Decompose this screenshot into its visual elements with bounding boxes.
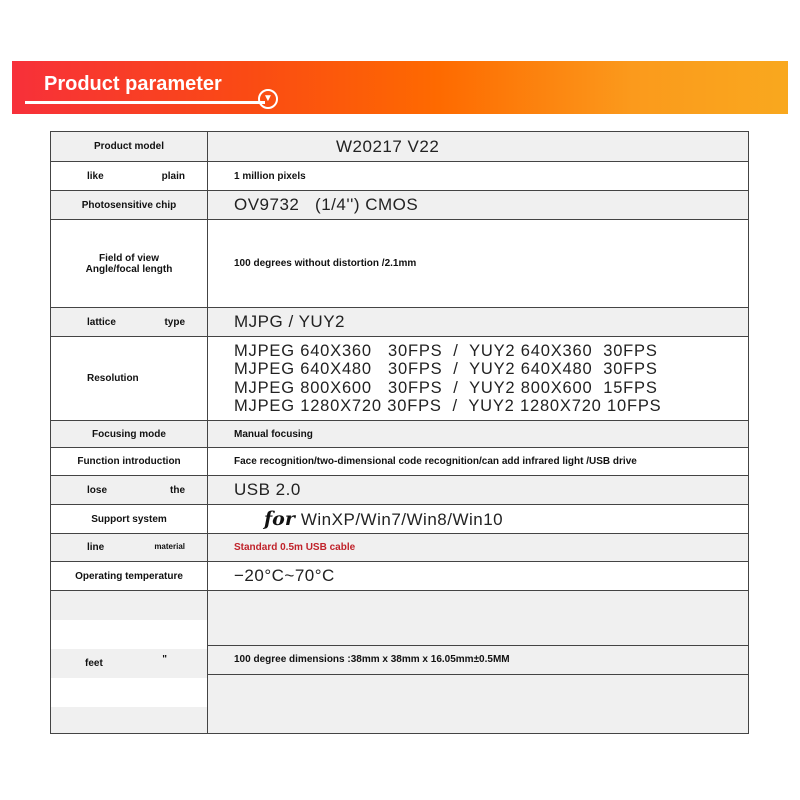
row-value [208,505,749,534]
row-value: USB 2.0 [208,476,749,505]
row-value: OV9732 (1/4'') CMOS [208,191,749,220]
row-value: Manual focusing [208,421,749,448]
table-row [51,191,749,220]
table-row [51,448,749,476]
table-row [51,562,749,591]
row-label: plain [161,170,185,182]
resolution-line: MJPEG 640X360 30FPS / YUY2 640X360 30FPS [234,341,658,360]
table-row [51,534,749,562]
os-list: WinXP/Win7/Win8/Win10 [300,510,504,529]
row-value: −20°C~70°C [208,562,749,591]
row-label: " [162,654,167,665]
row-label: the [170,484,185,496]
row-value: 100 degree dimensions :38mm x 38mm x 16.05mm±0.5MM [208,646,748,675]
header-banner [12,61,788,114]
row-label: Operating temperature [75,570,183,582]
section-title: Product parameter [44,73,222,95]
row-value: Standard 0.5m USB cable [208,534,749,562]
row-value: Face recognition/two-dimensional code recognition/can add infrared light /USB drive [208,448,749,476]
table-row [51,220,749,308]
resolution-line: MJPEG 1280X720 30FPS / YUY2 1280X720 10FPS [234,397,662,415]
table-row [51,505,749,534]
row-label: line [87,542,105,553]
title-underline [25,101,265,104]
parameter-table [50,131,749,734]
table-row [51,591,749,734]
table-row [51,476,749,505]
table-row [51,162,749,191]
row-label: lose [87,484,108,496]
table-row [51,337,749,421]
resolution-line: MJPEG 640X480 30FPS / YUY2 640X480 30FPS [234,360,658,378]
row-label: Angle/focal length [85,263,173,275]
row-value: W20217 V22 [208,132,749,162]
row-label: Support system [91,513,167,525]
row-label: Product model [93,141,164,152]
row-value [208,337,749,421]
resolution-line: MJPEG 800X600 30FPS / YUY2 800X600 15FPS [234,378,658,397]
row-value: 100 degrees without distortion /2.1mm [208,220,749,308]
row-value: MJPG / YUY2 [208,308,749,337]
row-label: Focusing mode [92,428,166,440]
row-label: Field of view [98,252,159,264]
row-label: lattice [87,316,116,328]
row-label: Photosensitive chip [81,199,177,211]
table-row [51,308,749,337]
row-value: 1 million pixels [208,162,749,191]
row-label: Function introduction [77,456,181,467]
chevron-down-circle-icon: ▼ [258,89,278,109]
for-prefix: for [264,508,295,530]
row-label: like [87,170,104,182]
row-label: type [164,316,185,328]
row-label: feet [85,658,103,669]
row-label: material [154,542,185,551]
table-row [51,421,749,448]
table-row [51,132,749,162]
row-label: Resolution [87,373,139,384]
